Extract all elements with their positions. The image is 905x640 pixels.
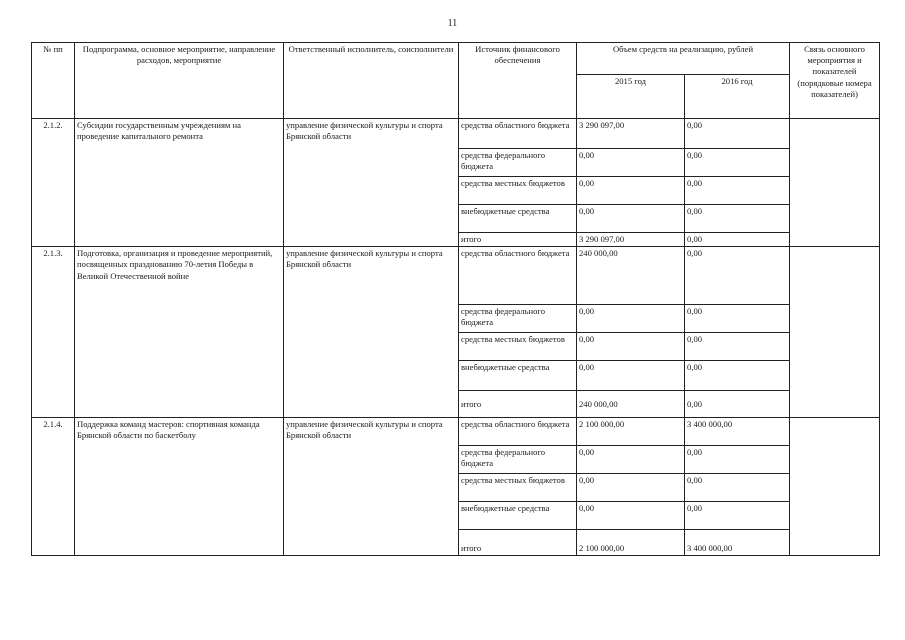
header-link: Связь основного мероприятия и показателей (порядковые номера показателей) xyxy=(790,43,880,119)
header-executor: Ответственный исполнитель, соисполнители xyxy=(284,43,459,119)
header-source: Источник финансового обеспечения xyxy=(459,43,577,119)
amount-2015: 0,00 xyxy=(577,305,685,333)
executor: управление физической культуры и спорта Брянской области xyxy=(284,119,459,247)
total-label: итого xyxy=(459,233,577,247)
amount-2016: 3 400 000,00 xyxy=(685,418,790,446)
amount-2015: 0,00 xyxy=(577,149,685,177)
amount-2016: 0,00 xyxy=(685,149,790,177)
section-2-1-4 xyxy=(32,418,880,556)
amount-2015: 0,00 xyxy=(577,446,685,474)
header-volume: Объем средств на реализацию, рублей xyxy=(577,43,790,75)
source-cell: внебюджетные средства xyxy=(459,502,577,530)
amount-2016: 0,00 xyxy=(685,305,790,333)
source-cell: средства федерального бюджета xyxy=(459,305,577,333)
amount-2015: 0,00 xyxy=(577,333,685,361)
amount-2016: 0,00 xyxy=(685,446,790,474)
amount-2015: 2 100 000,00 xyxy=(577,418,685,446)
amount-2015: 0,00 xyxy=(577,474,685,502)
source-cell: средства местных бюджетов xyxy=(459,474,577,502)
indicator-link xyxy=(790,418,880,556)
source-cell: средства областного бюджета xyxy=(459,418,577,446)
amount-2016: 0,00 xyxy=(685,177,790,205)
source-cell: средства федерального бюджета xyxy=(459,149,577,177)
source-cell: средства областного бюджета xyxy=(459,247,577,305)
source-cell: средства местных бюджетов xyxy=(459,333,577,361)
funding-table xyxy=(31,42,880,556)
amount-2016: 0,00 xyxy=(685,474,790,502)
indicator-link xyxy=(790,247,880,418)
amount-2015: 0,00 xyxy=(577,361,685,391)
total-2016: 0,00 xyxy=(685,391,790,418)
amount-2016: 0,00 xyxy=(685,361,790,391)
total-2015: 2 100 000,00 xyxy=(577,530,685,556)
source-cell: средства областного бюджета xyxy=(459,119,577,149)
amount-2015: 0,00 xyxy=(577,205,685,233)
source-cell: внебюджетные средства xyxy=(459,361,577,391)
indicator-link xyxy=(790,119,880,247)
executor: управление физической культуры и спорта Брянской области xyxy=(284,418,459,556)
total-2016: 3 400 000,00 xyxy=(685,530,790,556)
header-year-2015: 2015 год xyxy=(577,75,685,119)
page-number: 11 xyxy=(447,18,458,29)
header-program: Подпрограмма, основное мероприятие, направление расходов, мероприятие xyxy=(75,43,284,119)
amount-2016: 0,00 xyxy=(685,333,790,361)
source-cell: средства местных бюджетов xyxy=(459,177,577,205)
amount-2016: 0,00 xyxy=(685,502,790,530)
amount-2015: 0,00 xyxy=(577,177,685,205)
row-number: 2.1.4. xyxy=(32,418,75,556)
measure-name: Поддержка команд мастеров: спортивная команда Брянской области по баскетболу xyxy=(75,418,284,556)
total-label: итого xyxy=(459,391,577,418)
source-cell: средства федерального бюджета xyxy=(459,446,577,474)
measure-name: Субсидии государственным учреждениям на проведение капитального ремонта xyxy=(75,119,284,247)
total-2015: 3 290 097,00 xyxy=(577,233,685,247)
header-num: № пп xyxy=(32,43,75,119)
measure-name: Подготовка, организация и проведение мероприятий, посвященных празднованию 70-летия Победы в Великой Отечественной войне xyxy=(75,247,284,418)
amount-2015: 240 000,00 xyxy=(577,247,685,305)
section-2-1-2 xyxy=(32,119,880,247)
amount-2016: 0,00 xyxy=(685,205,790,233)
source-cell: внебюджетные средства xyxy=(459,205,577,233)
executor: управление физической культуры и спорта Брянской области xyxy=(284,247,459,418)
total-2016: 0,00 xyxy=(685,233,790,247)
amount-2016: 0,00 xyxy=(685,119,790,149)
row-number: 2.1.3. xyxy=(32,247,75,418)
amount-2015: 3 290 097,00 xyxy=(577,119,685,149)
row-number: 2.1.2. xyxy=(32,119,75,247)
total-2015: 240 000,00 xyxy=(577,391,685,418)
header-year-2016: 2016 год xyxy=(685,75,790,119)
section-2-1-3 xyxy=(32,247,880,418)
amount-2015: 0,00 xyxy=(577,502,685,530)
total-label: итого xyxy=(459,530,577,556)
amount-2016: 0,00 xyxy=(685,247,790,305)
